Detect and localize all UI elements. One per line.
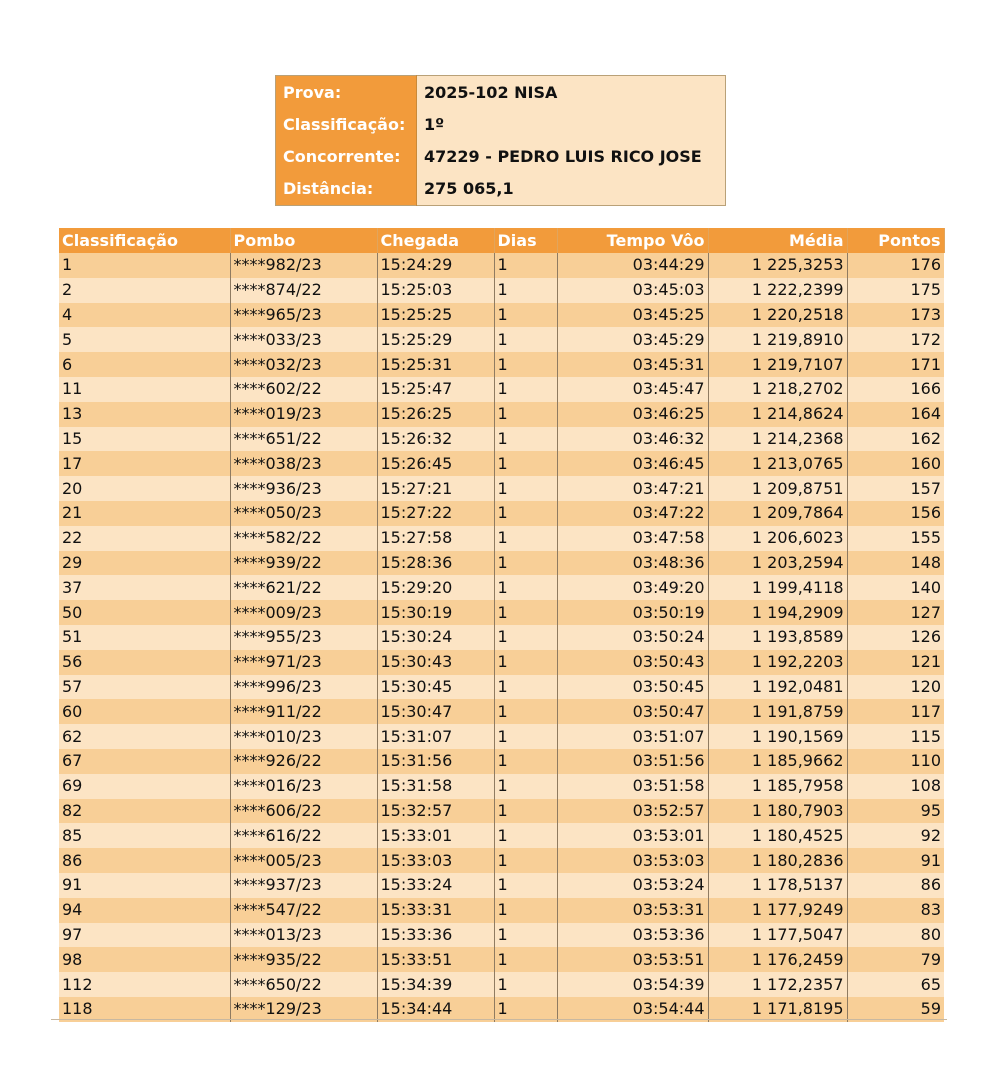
cell-classificacao: 57 xyxy=(59,675,230,700)
cell-pombo: ****996/23 xyxy=(230,675,377,700)
cell-pontos: 79 xyxy=(847,947,944,972)
cell-pombo: ****937/23 xyxy=(230,873,377,898)
cell-classificacao: 112 xyxy=(59,972,230,997)
cell-pombo: ****955/23 xyxy=(230,625,377,650)
cell-pontos: 108 xyxy=(847,774,944,799)
cell-chegada: 15:31:56 xyxy=(377,749,494,774)
cell-dias: 1 xyxy=(494,600,557,625)
cell-chegada: 15:24:29 xyxy=(377,253,494,278)
cell-pombo: ****050/23 xyxy=(230,501,377,526)
table-row xyxy=(59,724,944,749)
cell-pombo: ****926/22 xyxy=(230,749,377,774)
table-row xyxy=(59,675,944,700)
cell-classificacao: 94 xyxy=(59,898,230,923)
cell-dias: 1 xyxy=(494,253,557,278)
cell-pontos: 173 xyxy=(847,303,944,328)
table-row xyxy=(59,278,944,303)
cell-media: 1 177,9249 xyxy=(708,898,847,923)
cell-pombo: ****650/22 xyxy=(230,972,377,997)
cell-classificacao: 37 xyxy=(59,575,230,600)
table-row xyxy=(59,898,944,923)
cell-media: 1 180,7903 xyxy=(708,799,847,824)
cell-pontos: 176 xyxy=(847,253,944,278)
cell-dias: 1 xyxy=(494,774,557,799)
cell-tempo-voo: 03:44:29 xyxy=(557,253,708,278)
cell-classificacao: 20 xyxy=(59,476,230,501)
cell-tempo-voo: 03:51:58 xyxy=(557,774,708,799)
classificacao-value: 1º xyxy=(417,108,726,140)
cell-pontos: 172 xyxy=(847,327,944,352)
cell-pontos: 83 xyxy=(847,898,944,923)
cell-pontos: 92 xyxy=(847,823,944,848)
info-row-distancia xyxy=(276,173,726,206)
cell-pontos: 80 xyxy=(847,923,944,948)
cell-pontos: 157 xyxy=(847,476,944,501)
cell-pontos: 117 xyxy=(847,699,944,724)
cell-dias: 1 xyxy=(494,451,557,476)
cell-tempo-voo: 03:50:24 xyxy=(557,625,708,650)
cell-tempo-voo: 03:53:51 xyxy=(557,947,708,972)
info-row-classificacao xyxy=(276,108,726,140)
cell-classificacao: 62 xyxy=(59,724,230,749)
cell-tempo-voo: 03:51:56 xyxy=(557,749,708,774)
prova-label: Prova: xyxy=(276,76,417,109)
cell-classificacao: 21 xyxy=(59,501,230,526)
cell-chegada: 15:31:07 xyxy=(377,724,494,749)
cell-chegada: 15:34:44 xyxy=(377,997,494,1022)
cell-chegada: 15:29:20 xyxy=(377,575,494,600)
table-row xyxy=(59,575,944,600)
cell-classificacao: 51 xyxy=(59,625,230,650)
header-media: Média xyxy=(708,228,847,253)
cell-media: 1 192,2203 xyxy=(708,650,847,675)
cell-media: 1 192,0481 xyxy=(708,675,847,700)
info-row-prova xyxy=(276,76,726,109)
cell-classificacao: 85 xyxy=(59,823,230,848)
header-classificacao: Classificação xyxy=(59,228,230,253)
table-row xyxy=(59,303,944,328)
cell-chegada: 15:31:58 xyxy=(377,774,494,799)
cell-tempo-voo: 03:54:39 xyxy=(557,972,708,997)
cell-dias: 1 xyxy=(494,699,557,724)
cell-classificacao: 13 xyxy=(59,402,230,427)
classificacao-label: Classificação: xyxy=(276,108,417,140)
cell-dias: 1 xyxy=(494,501,557,526)
cell-chegada: 15:33:36 xyxy=(377,923,494,948)
table-row xyxy=(59,823,944,848)
results-body xyxy=(59,253,944,1022)
cell-pontos: 155 xyxy=(847,526,944,551)
table-row xyxy=(59,501,944,526)
cell-pombo: ****616/22 xyxy=(230,823,377,848)
cell-tempo-voo: 03:49:20 xyxy=(557,575,708,600)
cell-classificacao: 15 xyxy=(59,427,230,452)
cell-chegada: 15:25:29 xyxy=(377,327,494,352)
cell-media: 1 218,2702 xyxy=(708,377,847,402)
cell-pombo: ****129/23 xyxy=(230,997,377,1022)
concorrente-value: 47229 - PEDRO LUIS RICO JOSE xyxy=(417,140,726,172)
cell-pontos: 127 xyxy=(847,600,944,625)
table-bottom-divider xyxy=(51,1019,947,1020)
cell-pombo: ****982/23 xyxy=(230,253,377,278)
cell-pombo: ****965/23 xyxy=(230,303,377,328)
cell-chegada: 15:33:24 xyxy=(377,873,494,898)
cell-pombo: ****582/22 xyxy=(230,526,377,551)
cell-classificacao: 86 xyxy=(59,848,230,873)
cell-media: 1 219,7107 xyxy=(708,352,847,377)
cell-pontos: 171 xyxy=(847,352,944,377)
cell-media: 1 185,9662 xyxy=(708,749,847,774)
table-row xyxy=(59,873,944,898)
table-row xyxy=(59,451,944,476)
cell-pombo: ****936/23 xyxy=(230,476,377,501)
cell-classificacao: 11 xyxy=(59,377,230,402)
table-row xyxy=(59,923,944,948)
cell-pombo: ****651/22 xyxy=(230,427,377,452)
cell-pontos: 156 xyxy=(847,501,944,526)
header-dias: Dias xyxy=(494,228,557,253)
cell-media: 1 222,2399 xyxy=(708,278,847,303)
cell-dias: 1 xyxy=(494,799,557,824)
cell-chegada: 15:32:57 xyxy=(377,799,494,824)
cell-pontos: 121 xyxy=(847,650,944,675)
cell-pontos: 175 xyxy=(847,278,944,303)
table-row xyxy=(59,625,944,650)
cell-media: 1 194,2909 xyxy=(708,600,847,625)
table-row xyxy=(59,352,944,377)
cell-media: 1 219,8910 xyxy=(708,327,847,352)
cell-classificacao: 17 xyxy=(59,451,230,476)
cell-pontos: 164 xyxy=(847,402,944,427)
cell-tempo-voo: 03:45:31 xyxy=(557,352,708,377)
cell-classificacao: 50 xyxy=(59,600,230,625)
cell-media: 1 191,8759 xyxy=(708,699,847,724)
cell-media: 1 190,1569 xyxy=(708,724,847,749)
cell-chegada: 15:27:22 xyxy=(377,501,494,526)
cell-dias: 1 xyxy=(494,402,557,427)
header-pombo: Pombo xyxy=(230,228,377,253)
cell-tempo-voo: 03:51:07 xyxy=(557,724,708,749)
cell-tempo-voo: 03:53:36 xyxy=(557,923,708,948)
cell-pontos: 126 xyxy=(847,625,944,650)
cell-classificacao: 98 xyxy=(59,947,230,972)
distancia-label: Distância: xyxy=(276,173,417,206)
cell-pontos: 166 xyxy=(847,377,944,402)
info-row-concorrente xyxy=(276,140,726,172)
cell-media: 1 176,2459 xyxy=(708,947,847,972)
cell-chegada: 15:30:45 xyxy=(377,675,494,700)
cell-chegada: 15:26:32 xyxy=(377,427,494,452)
cell-dias: 1 xyxy=(494,724,557,749)
cell-dias: 1 xyxy=(494,997,557,1022)
cell-classificacao: 82 xyxy=(59,799,230,824)
header-pontos: Pontos xyxy=(847,228,944,253)
table-row xyxy=(59,997,944,1022)
cell-tempo-voo: 03:46:25 xyxy=(557,402,708,427)
cell-pontos: 115 xyxy=(847,724,944,749)
cell-pombo: ****602/22 xyxy=(230,377,377,402)
cell-tempo-voo: 03:52:57 xyxy=(557,799,708,824)
table-row xyxy=(59,799,944,824)
cell-pombo: ****971/23 xyxy=(230,650,377,675)
cell-pombo: ****621/22 xyxy=(230,575,377,600)
cell-classificacao: 5 xyxy=(59,327,230,352)
cell-pombo: ****038/23 xyxy=(230,451,377,476)
cell-chegada: 15:34:39 xyxy=(377,972,494,997)
cell-dias: 1 xyxy=(494,650,557,675)
cell-pombo: ****911/22 xyxy=(230,699,377,724)
cell-tempo-voo: 03:47:58 xyxy=(557,526,708,551)
cell-pontos: 110 xyxy=(847,749,944,774)
cell-chegada: 15:25:03 xyxy=(377,278,494,303)
cell-media: 1 209,7864 xyxy=(708,501,847,526)
table-row xyxy=(59,476,944,501)
cell-tempo-voo: 03:50:19 xyxy=(557,600,708,625)
cell-dias: 1 xyxy=(494,675,557,700)
cell-classificacao: 67 xyxy=(59,749,230,774)
table-row xyxy=(59,327,944,352)
header-tempo-voo: Tempo Vôo xyxy=(557,228,708,253)
cell-pontos: 148 xyxy=(847,551,944,576)
cell-tempo-voo: 03:45:25 xyxy=(557,303,708,328)
cell-pombo: ****013/23 xyxy=(230,923,377,948)
cell-dias: 1 xyxy=(494,427,557,452)
cell-classificacao: 29 xyxy=(59,551,230,576)
cell-media: 1 180,2836 xyxy=(708,848,847,873)
cell-chegada: 15:27:21 xyxy=(377,476,494,501)
cell-classificacao: 56 xyxy=(59,650,230,675)
table-row xyxy=(59,551,944,576)
cell-tempo-voo: 03:45:03 xyxy=(557,278,708,303)
cell-pontos: 160 xyxy=(847,451,944,476)
cell-pombo: ****547/22 xyxy=(230,898,377,923)
cell-classificacao: 2 xyxy=(59,278,230,303)
cell-tempo-voo: 03:46:32 xyxy=(557,427,708,452)
cell-media: 1 214,2368 xyxy=(708,427,847,452)
cell-tempo-voo: 03:47:22 xyxy=(557,501,708,526)
cell-dias: 1 xyxy=(494,278,557,303)
cell-classificacao: 1 xyxy=(59,253,230,278)
cell-dias: 1 xyxy=(494,873,557,898)
cell-media: 1 172,2357 xyxy=(708,972,847,997)
cell-pombo: ****005/23 xyxy=(230,848,377,873)
cell-chegada: 15:33:01 xyxy=(377,823,494,848)
results-table xyxy=(59,228,945,1022)
cell-dias: 1 xyxy=(494,823,557,848)
cell-classificacao: 22 xyxy=(59,526,230,551)
cell-dias: 1 xyxy=(494,749,557,774)
table-row xyxy=(59,402,944,427)
cell-media: 1 206,6023 xyxy=(708,526,847,551)
prova-value: 2025-102 NISA xyxy=(417,76,726,109)
cell-pombo: ****606/22 xyxy=(230,799,377,824)
cell-dias: 1 xyxy=(494,575,557,600)
cell-dias: 1 xyxy=(494,327,557,352)
cell-classificacao: 118 xyxy=(59,997,230,1022)
cell-chegada: 15:25:47 xyxy=(377,377,494,402)
cell-chegada: 15:26:25 xyxy=(377,402,494,427)
results-header-row xyxy=(59,228,944,253)
table-row xyxy=(59,774,944,799)
cell-media: 1 178,5137 xyxy=(708,873,847,898)
cell-pontos: 86 xyxy=(847,873,944,898)
cell-chegada: 15:25:25 xyxy=(377,303,494,328)
table-row xyxy=(59,253,944,278)
cell-pombo: ****019/23 xyxy=(230,402,377,427)
table-row xyxy=(59,699,944,724)
cell-tempo-voo: 03:53:24 xyxy=(557,873,708,898)
cell-pombo: ****032/23 xyxy=(230,352,377,377)
cell-media: 1 203,2594 xyxy=(708,551,847,576)
cell-media: 1 213,0765 xyxy=(708,451,847,476)
cell-pombo: ****009/23 xyxy=(230,600,377,625)
cell-dias: 1 xyxy=(494,526,557,551)
cell-classificacao: 69 xyxy=(59,774,230,799)
cell-pontos: 65 xyxy=(847,972,944,997)
cell-chegada: 15:26:45 xyxy=(377,451,494,476)
cell-chegada: 15:33:31 xyxy=(377,898,494,923)
cell-chegada: 15:30:19 xyxy=(377,600,494,625)
cell-dias: 1 xyxy=(494,972,557,997)
cell-tempo-voo: 03:53:01 xyxy=(557,823,708,848)
cell-dias: 1 xyxy=(494,947,557,972)
table-row xyxy=(59,947,944,972)
cell-pombo: ****874/22 xyxy=(230,278,377,303)
table-row xyxy=(59,972,944,997)
cell-pontos: 91 xyxy=(847,848,944,873)
cell-pombo: ****939/22 xyxy=(230,551,377,576)
cell-classificacao: 4 xyxy=(59,303,230,328)
cell-chegada: 15:30:24 xyxy=(377,625,494,650)
distancia-value: 275 065,1 xyxy=(417,173,726,206)
cell-tempo-voo: 03:50:43 xyxy=(557,650,708,675)
cell-dias: 1 xyxy=(494,352,557,377)
cell-dias: 1 xyxy=(494,476,557,501)
cell-media: 1 193,8589 xyxy=(708,625,847,650)
cell-classificacao: 6 xyxy=(59,352,230,377)
cell-media: 1 177,5047 xyxy=(708,923,847,948)
concorrente-label: Concorrente: xyxy=(276,140,417,172)
cell-dias: 1 xyxy=(494,848,557,873)
cell-classificacao: 91 xyxy=(59,873,230,898)
cell-media: 1 209,8751 xyxy=(708,476,847,501)
cell-tempo-voo: 03:45:29 xyxy=(557,327,708,352)
cell-media: 1 214,8624 xyxy=(708,402,847,427)
cell-dias: 1 xyxy=(494,898,557,923)
cell-chegada: 15:25:31 xyxy=(377,352,494,377)
cell-classificacao: 60 xyxy=(59,699,230,724)
cell-pombo: ****033/23 xyxy=(230,327,377,352)
table-row xyxy=(59,377,944,402)
cell-media: 1 180,4525 xyxy=(708,823,847,848)
cell-pontos: 59 xyxy=(847,997,944,1022)
cell-pontos: 95 xyxy=(847,799,944,824)
cell-chegada: 15:33:03 xyxy=(377,848,494,873)
race-info-table xyxy=(275,75,726,206)
cell-tempo-voo: 03:50:47 xyxy=(557,699,708,724)
cell-tempo-voo: 03:54:44 xyxy=(557,997,708,1022)
cell-tempo-voo: 03:47:21 xyxy=(557,476,708,501)
cell-classificacao: 97 xyxy=(59,923,230,948)
cell-tempo-voo: 03:46:45 xyxy=(557,451,708,476)
table-row xyxy=(59,427,944,452)
cell-media: 1 225,3253 xyxy=(708,253,847,278)
cell-pontos: 140 xyxy=(847,575,944,600)
table-row xyxy=(59,526,944,551)
header-chegada: Chegada xyxy=(377,228,494,253)
cell-chegada: 15:28:36 xyxy=(377,551,494,576)
table-row xyxy=(59,650,944,675)
cell-dias: 1 xyxy=(494,923,557,948)
table-row xyxy=(59,848,944,873)
cell-pontos: 162 xyxy=(847,427,944,452)
cell-dias: 1 xyxy=(494,303,557,328)
cell-pombo: ****016/23 xyxy=(230,774,377,799)
cell-media: 1 199,4118 xyxy=(708,575,847,600)
cell-media: 1 171,8195 xyxy=(708,997,847,1022)
cell-chegada: 15:33:51 xyxy=(377,947,494,972)
cell-dias: 1 xyxy=(494,377,557,402)
cell-media: 1 220,2518 xyxy=(708,303,847,328)
cell-tempo-voo: 03:53:31 xyxy=(557,898,708,923)
cell-dias: 1 xyxy=(494,551,557,576)
cell-pombo: ****935/22 xyxy=(230,947,377,972)
cell-chegada: 15:30:47 xyxy=(377,699,494,724)
cell-chegada: 15:30:43 xyxy=(377,650,494,675)
table-row xyxy=(59,600,944,625)
cell-pombo: ****010/23 xyxy=(230,724,377,749)
cell-pontos: 120 xyxy=(847,675,944,700)
cell-tempo-voo: 03:53:03 xyxy=(557,848,708,873)
cell-dias: 1 xyxy=(494,625,557,650)
cell-tempo-voo: 03:45:47 xyxy=(557,377,708,402)
cell-media: 1 185,7958 xyxy=(708,774,847,799)
cell-tempo-voo: 03:48:36 xyxy=(557,551,708,576)
cell-tempo-voo: 03:50:45 xyxy=(557,675,708,700)
cell-chegada: 15:27:58 xyxy=(377,526,494,551)
table-row xyxy=(59,749,944,774)
